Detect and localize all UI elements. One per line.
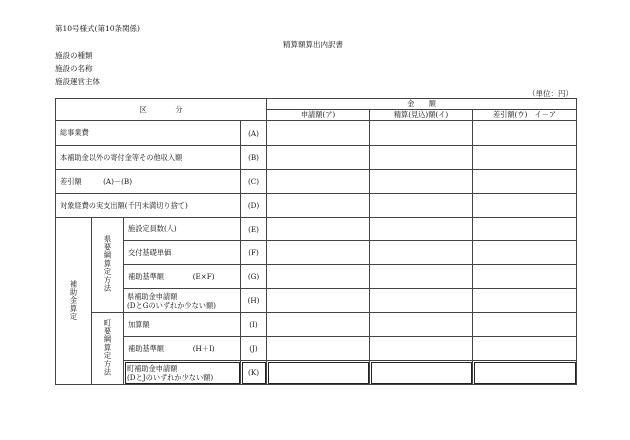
- table-row: [56, 337, 577, 361]
- amount-a-cell[interactable]: [267, 121, 370, 146]
- table-row: [56, 194, 577, 218]
- row-code: (J): [241, 337, 267, 361]
- amount-a-cell[interactable]: [267, 170, 370, 194]
- row-label: 交付基礎単価: [124, 241, 241, 265]
- amount-a-cell[interactable]: [267, 337, 370, 361]
- row-code: (I): [241, 313, 267, 337]
- row-label: 差引額 (A)－(B): [56, 170, 241, 194]
- row-label: 加算額: [124, 313, 241, 337]
- amount-c-cell[interactable]: [473, 265, 577, 289]
- unit-label: （単位：円）: [528, 89, 573, 98]
- amount-b-cell[interactable]: [370, 241, 473, 265]
- amount-a-cell[interactable]: [267, 289, 370, 313]
- row-label: 対象経費の実支出額(千円未満切り捨て): [56, 194, 241, 218]
- operator-label: 施設運営主体: [55, 77, 100, 86]
- cho-method-label: 町要綱算定方法: [103, 318, 113, 377]
- row-label: [124, 361, 241, 385]
- table-row: [56, 170, 577, 194]
- table-row: [56, 146, 577, 170]
- amount-c-cell[interactable]: [473, 194, 577, 218]
- row-code: (B): [241, 146, 267, 170]
- row-label: 総事業費: [56, 121, 241, 146]
- row-label: 補助基準額 (E×F): [124, 265, 241, 289]
- cho-label-cell: [92, 313, 124, 385]
- row-label-line2: (DとGのいずれか少ない額): [127, 300, 216, 310]
- amount-c-cell[interactable]: [473, 121, 577, 146]
- row-label-line2: (DとJのいずれか少ない額): [127, 372, 214, 382]
- table-row: [56, 313, 577, 337]
- amount-a-cell[interactable]: [267, 313, 370, 337]
- amount-b-cell[interactable]: [370, 337, 473, 361]
- row-code: (A): [241, 121, 267, 146]
- header-col-c: 差引額(ウ) イ－ア: [473, 110, 577, 121]
- row-code: (F): [241, 241, 267, 265]
- amount-a-cell[interactable]: [267, 194, 370, 218]
- amount-c-cell[interactable]: [473, 337, 577, 361]
- row-label: 補助基準額 (H＋I): [124, 337, 241, 361]
- table-row: [56, 241, 577, 265]
- header-kubun: 区 分: [56, 99, 267, 121]
- amount-b-cell[interactable]: [370, 265, 473, 289]
- row-code: (G): [241, 265, 267, 289]
- amount-b-cell[interactable]: [370, 218, 473, 241]
- header-col-a: 申請額(ア): [267, 110, 370, 121]
- amount-c-cell[interactable]: [473, 361, 577, 385]
- amount-a-cell[interactable]: [267, 265, 370, 289]
- amount-c-cell[interactable]: [473, 289, 577, 313]
- amount-a-cell[interactable]: [267, 241, 370, 265]
- header-kingaku: 金 額: [267, 99, 577, 110]
- row-code: (E): [241, 218, 267, 241]
- amount-c-cell[interactable]: [473, 241, 577, 265]
- row-label: 本補助金以外の寄付金等その他収入額: [56, 146, 241, 170]
- ken-label-cell: [92, 218, 124, 313]
- amount-a-cell[interactable]: [267, 218, 370, 241]
- table-row: [56, 121, 577, 146]
- row-code: (H): [241, 289, 267, 313]
- amount-c-cell[interactable]: [473, 146, 577, 170]
- document-title: 精算額算出内訳書: [283, 40, 343, 49]
- amount-a-cell[interactable]: [267, 146, 370, 170]
- table-row: [56, 265, 577, 289]
- table-row: [56, 361, 577, 385]
- amount-b-cell[interactable]: [370, 361, 473, 385]
- group-label: 補助金算定: [69, 279, 79, 321]
- header-col-b: 精算(見込)額(イ): [370, 110, 473, 121]
- ken-method-label: 県要綱算定方法: [103, 235, 113, 293]
- amount-b-cell[interactable]: [370, 146, 473, 170]
- amount-b-cell[interactable]: [370, 289, 473, 313]
- row-label: [124, 289, 241, 313]
- row-label-line1: 県補助金申請額: [127, 291, 178, 301]
- amount-b-cell[interactable]: [370, 194, 473, 218]
- table-row: [56, 218, 577, 241]
- amount-c-cell[interactable]: [473, 218, 577, 241]
- row-label: 施設定員数(人): [124, 218, 241, 241]
- table-row: [56, 289, 577, 313]
- row-code: (D): [241, 194, 267, 218]
- facility-name-label: 施設の名称: [55, 64, 93, 73]
- row-code: (C): [241, 170, 267, 194]
- facility-type-label: 施設の種類: [55, 51, 93, 60]
- amount-b-cell[interactable]: [370, 313, 473, 337]
- settlement-table: [55, 98, 577, 385]
- amount-a-cell[interactable]: [267, 361, 370, 385]
- form-number: 第10号様式(第10条関係): [55, 24, 140, 33]
- row-code: (K): [241, 361, 267, 385]
- amount-b-cell[interactable]: [370, 170, 473, 194]
- group-label-cell: [56, 218, 92, 385]
- row-label-line1: 町補助金申請額: [127, 363, 178, 373]
- amount-c-cell[interactable]: [473, 170, 577, 194]
- amount-b-cell[interactable]: [370, 121, 473, 146]
- amount-c-cell[interactable]: [473, 313, 577, 337]
